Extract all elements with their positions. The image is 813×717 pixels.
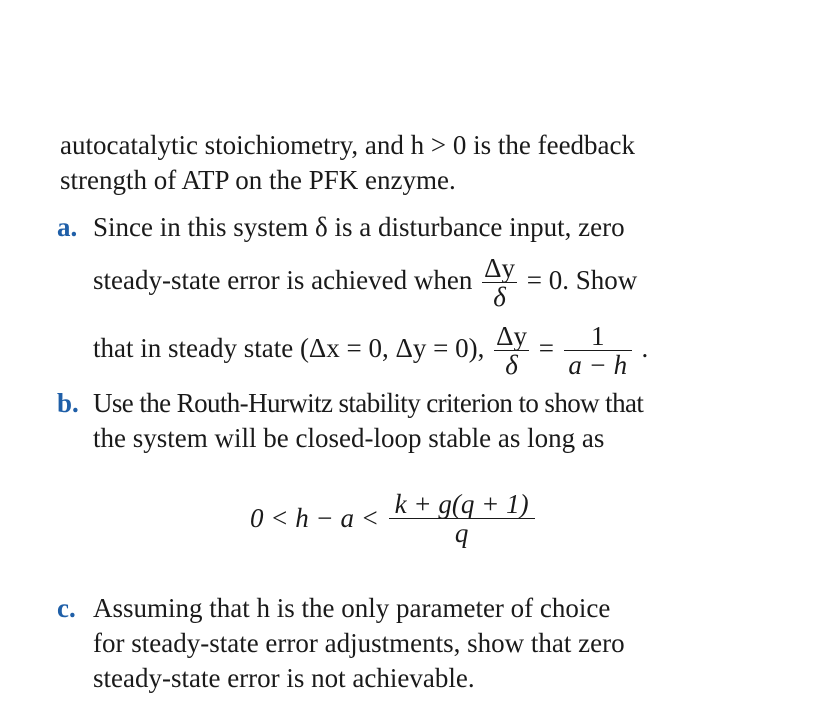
- part-c-line-2: for steady-state error adjustments, show that zero: [93, 628, 625, 658]
- inequality-left: 0 < h − a <: [250, 503, 379, 533]
- fraction-denominator: q: [454, 518, 469, 548]
- part-a-line-2-tail: = 0. Show: [526, 265, 638, 295]
- period: .: [641, 333, 649, 363]
- fraction-numerator: k + g(q + 1): [389, 490, 535, 519]
- fraction-dy-over-delta: [482, 254, 517, 311]
- part-a-line-3-text: that in steady state (Δx = 0, Δy = 0),: [93, 333, 485, 363]
- fraction-denominator: δ: [505, 350, 518, 381]
- fraction-dy-over-delta-2: [494, 322, 529, 379]
- part-c-label: c.: [57, 593, 76, 623]
- fraction-denominator: δ: [493, 282, 506, 313]
- part-b-label: b.: [57, 388, 79, 418]
- fraction-stability-bound: [389, 490, 535, 547]
- part-c-line-1: Assuming that h is the only parameter of choice: [93, 593, 611, 623]
- intro-line-2: strength of ATP on the PFK enzyme.: [60, 165, 456, 195]
- part-a-line-2: [93, 248, 637, 312]
- part-a-label: a.: [57, 212, 78, 242]
- intro-line-1: autocatalytic stoichiometry, and h > 0 is the feedback: [60, 130, 636, 160]
- next-problem-cut-off: [0, 702, 813, 717]
- fraction-one-over-a-minus-h: [564, 322, 632, 379]
- part-c-line-3: steady-state error is not achievable.: [93, 663, 475, 693]
- part-a-line-2-text: steady-state error is achieved when: [93, 265, 473, 295]
- fraction-denominator: a − h: [568, 350, 628, 381]
- fraction-numerator: Δy: [496, 321, 527, 352]
- equals-sign: =: [538, 333, 554, 363]
- part-a-line-1: Since in this system δ is a disturbance input, zero: [93, 212, 625, 242]
- part-b-line-1: Use the Routh-Hurwitz stability criterion to show that: [93, 388, 644, 418]
- fraction-numerator: Δy: [484, 253, 515, 284]
- part-b-line-2: the system will be closed-loop stable as long as: [93, 423, 605, 453]
- part-a-line-3: [93, 316, 648, 380]
- fraction-numerator: 1: [564, 322, 632, 351]
- stability-inequality: [250, 490, 538, 547]
